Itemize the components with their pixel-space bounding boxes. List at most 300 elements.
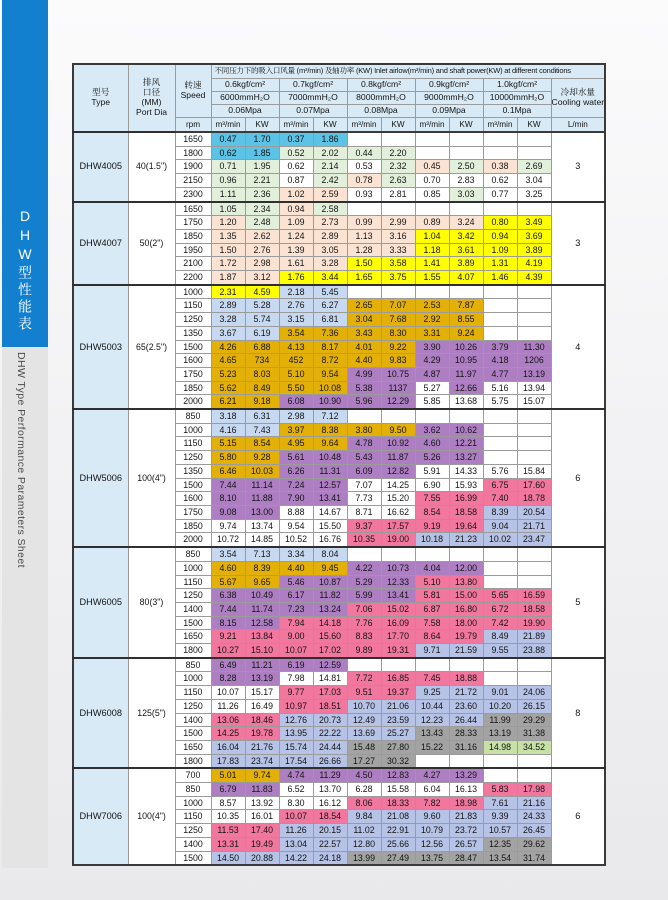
- shaft-power-value-cell: 13.92: [245, 796, 279, 810]
- shaft-power-value-cell: 3.25: [517, 187, 551, 201]
- shaft-power-value-cell: 7.43: [245, 423, 279, 437]
- airflow-value-cell: 8.71: [347, 505, 381, 519]
- airflow-value-cell: [483, 575, 517, 589]
- airflow-value-cell: [415, 202, 449, 216]
- shaft-power-value-cell: 21.23: [449, 533, 483, 547]
- shaft-power-value-cell: [449, 754, 483, 768]
- airflow-value-cell: 4.04: [415, 561, 449, 575]
- airflow-value-cell: 13.75: [415, 851, 449, 865]
- shaft-power-value-cell: 24.06: [517, 686, 551, 700]
- airflow-value-cell: 1.72: [211, 257, 245, 271]
- airflow-value-cell: 4.87: [415, 367, 449, 381]
- airflow-value-cell: 13.06: [211, 713, 245, 727]
- airflow-value-cell: 2.65: [347, 299, 381, 313]
- airflow-value-cell: 1.50: [347, 257, 381, 271]
- airflow-value-cell: 15.22: [415, 740, 449, 754]
- airflow-value-cell: 10.18: [415, 533, 449, 547]
- shaft-power-value-cell: 16.85: [381, 672, 415, 686]
- rpm-cell: 1000: [175, 672, 211, 686]
- airflow-value-cell: 0.62: [483, 174, 517, 188]
- shaft-power-value-cell: 25.66: [381, 837, 415, 851]
- shaft-power-value-cell: 10.73: [381, 561, 415, 575]
- airflow-value-cell: 6.46: [211, 464, 245, 478]
- airflow-value-cell: 3.04: [347, 313, 381, 327]
- airflow-value-cell: 7.44: [211, 602, 245, 616]
- airflow-value-cell: 7.06: [347, 602, 381, 616]
- shaft-power-value-cell: 18.00: [449, 616, 483, 630]
- shaft-power-value-cell: 22.22: [313, 727, 347, 741]
- airflow-value-cell: 6.04: [415, 783, 449, 797]
- shaft-power-value-cell: 18.98: [449, 796, 483, 810]
- shaft-power-value-cell: 5.45: [313, 285, 347, 299]
- port-dia-cell: 100(4"): [128, 768, 175, 865]
- rpm-cell: 1800: [175, 644, 211, 658]
- table-span-title: 不同压力下的吸入口风量 (m³/min) 及轴功率 (KW) Inlet airlow(m³/min) and shaft power(KW) at different conditions: [211, 64, 605, 79]
- shaft-power-value-cell: 5.74: [245, 313, 279, 327]
- col-header-port: [128, 64, 175, 132]
- pressure-mmh2o-label: 10000mmH₂O: [483, 92, 551, 105]
- shaft-power-value-cell: 1.85: [245, 146, 279, 160]
- pressure-kgf-label: 0.8kgf/cm²: [347, 79, 415, 92]
- shaft-power-value-cell: 11.21: [245, 658, 279, 672]
- pressure-mmh2o-label: 7000mmH₂O: [279, 92, 347, 105]
- airflow-value-cell: 7.24: [279, 478, 313, 492]
- airflow-value-cell: 5.01: [211, 768, 245, 782]
- shaft-power-value-cell: 15.58: [381, 783, 415, 797]
- airflow-value-cell: 9.39: [483, 810, 517, 824]
- airflow-value-cell: 0.94: [279, 202, 313, 216]
- cooling-water-cell: 6: [551, 768, 605, 865]
- shaft-power-value-cell: 15.20: [381, 492, 415, 506]
- airflow-value-cell: 7.55: [415, 492, 449, 506]
- shaft-power-value-cell: 23.72: [449, 824, 483, 838]
- shaft-power-value-cell: 9.50: [381, 423, 415, 437]
- airflow-value-cell: 1.24: [279, 229, 313, 243]
- shaft-power-value-cell: 13.41: [313, 492, 347, 506]
- table-row: [73, 658, 605, 672]
- airflow-value-cell: [483, 423, 517, 437]
- airflow-value-cell: 13.54: [483, 851, 517, 865]
- shaft-power-value-cell: 3.05: [313, 243, 347, 257]
- airflow-value-cell: [415, 754, 449, 768]
- rpm-cell: 1250: [175, 313, 211, 327]
- rpm-cell: 1400: [175, 837, 211, 851]
- shaft-power-value-cell: [517, 313, 551, 327]
- airflow-value-cell: 15.74: [279, 740, 313, 754]
- power-unit-label: KW: [313, 118, 347, 133]
- shaft-power-value-cell: 30.32: [381, 754, 415, 768]
- shaft-power-value-cell: [517, 754, 551, 768]
- airflow-value-cell: 7.58: [415, 616, 449, 630]
- airflow-value-cell: 6.90: [415, 478, 449, 492]
- airflow-value-cell: 3.15: [279, 313, 313, 327]
- shaft-power-value-cell: 12.21: [449, 437, 483, 451]
- shaft-power-value-cell: 4.39: [517, 271, 551, 285]
- shaft-power-value-cell: [517, 768, 551, 782]
- shaft-power-value-cell: 12.33: [381, 575, 415, 589]
- airflow-value-cell: 1.87: [211, 271, 245, 285]
- shaft-power-value-cell: 13.84: [245, 630, 279, 644]
- airflow-value-cell: 0.93: [347, 187, 381, 201]
- shaft-power-value-cell: [449, 547, 483, 561]
- airflow-value-cell: 8.06: [347, 796, 381, 810]
- shaft-power-value-cell: 8.17: [313, 340, 347, 354]
- shaft-power-value-cell: 17.60: [517, 478, 551, 492]
- shaft-power-value-cell: 10.92: [381, 437, 415, 451]
- shaft-power-value-cell: 10.75: [381, 367, 415, 381]
- shaft-power-value-cell: 17.57: [381, 519, 415, 533]
- airflow-value-cell: 12.80: [347, 837, 381, 851]
- shaft-power-value-cell: 2.42: [313, 174, 347, 188]
- shaft-power-value-cell: 3.04: [517, 174, 551, 188]
- shaft-power-value-cell: 19.79: [449, 630, 483, 644]
- airflow-value-cell: 1.13: [347, 229, 381, 243]
- shaft-power-value-cell: [381, 547, 415, 561]
- airflow-value-cell: 11.02: [347, 824, 381, 838]
- port-dia-cell: 100(4"): [128, 409, 175, 547]
- shaft-power-value-cell: 3.42: [449, 229, 483, 243]
- rpm-cell: 1400: [175, 602, 211, 616]
- shaft-power-value-cell: 4.59: [245, 285, 279, 299]
- airflow-value-cell: 13.04: [279, 837, 313, 851]
- shaft-power-value-cell: 12.00: [449, 561, 483, 575]
- airflow-value-cell: [483, 547, 517, 561]
- airflow-value-cell: 3.97: [279, 423, 313, 437]
- airflow-value-cell: 5.83: [483, 783, 517, 797]
- airflow-value-cell: 9.84: [347, 810, 381, 824]
- shaft-power-value-cell: 20.15: [313, 824, 347, 838]
- shaft-power-value-cell: 3.12: [245, 271, 279, 285]
- cooling-label-cn: 冷却水量: [560, 87, 596, 98]
- airflow-value-cell: 6.21: [211, 395, 245, 409]
- rpm-cell: 1850: [175, 519, 211, 533]
- shaft-power-value-cell: 16.99: [449, 492, 483, 506]
- shaft-power-value-cell: [517, 451, 551, 465]
- shaft-power-value-cell: 2.20: [381, 146, 415, 160]
- shaft-power-value-cell: [517, 575, 551, 589]
- shaft-power-value-cell: 13.74: [245, 519, 279, 533]
- shaft-power-value-cell: 15.10: [245, 644, 279, 658]
- airflow-value-cell: [483, 451, 517, 465]
- airflow-value-cell: [347, 547, 381, 561]
- shaft-power-value-cell: 5.28: [245, 299, 279, 313]
- port-dia-cell: 50(2"): [128, 202, 175, 285]
- shaft-power-value-cell: 2.21: [245, 174, 279, 188]
- rpm-cell: 1600: [175, 354, 211, 368]
- airflow-value-cell: 8.39: [483, 505, 517, 519]
- cooling-water-cell: 5: [551, 547, 605, 658]
- pressure-mmh2o-label: 6000mmH₂O: [211, 92, 279, 105]
- shaft-power-value-cell: 15.00: [449, 589, 483, 603]
- rpm-cell: 1650: [175, 132, 211, 146]
- shaft-power-value-cell: 2.62: [245, 229, 279, 243]
- shaft-power-value-cell: [381, 132, 415, 146]
- airflow-value-cell: 1.31: [483, 257, 517, 271]
- shaft-power-value-cell: 13.19: [245, 672, 279, 686]
- shaft-power-value-cell: 13.27: [449, 451, 483, 465]
- shaft-power-value-cell: 17.40: [245, 824, 279, 838]
- shaft-power-value-cell: 19.31: [381, 644, 415, 658]
- airflow-value-cell: 6.72: [483, 602, 517, 616]
- airflow-value-cell: 1.35: [211, 229, 245, 243]
- airflow-value-cell: 13.95: [279, 727, 313, 741]
- col-header-speed: [175, 64, 211, 118]
- airflow-value-cell: [347, 132, 381, 146]
- airflow-value-cell: 11.53: [211, 824, 245, 838]
- model-cell: DHW4007: [73, 202, 128, 285]
- rpm-cell: 1000: [175, 561, 211, 575]
- pressure-kgf-label: 0.9kgf/cm²: [415, 79, 483, 92]
- airflow-value-cell: 10.27: [211, 644, 245, 658]
- shaft-power-value-cell: 13.94: [517, 381, 551, 395]
- shaft-power-value-cell: 2.59: [313, 187, 347, 201]
- shaft-power-value-cell: 27.80: [381, 740, 415, 754]
- pressure-mpa-label: 0.08Mpa: [347, 105, 415, 118]
- airflow-value-cell: 6.19: [279, 658, 313, 672]
- shaft-power-value-cell: 26.66: [313, 754, 347, 768]
- shaft-power-value-cell: 1206: [517, 354, 551, 368]
- shaft-power-value-cell: 15.84: [517, 464, 551, 478]
- shaft-power-value-cell: 10.95: [449, 354, 483, 368]
- shaft-power-value-cell: 9.45: [313, 561, 347, 575]
- airflow-value-cell: [415, 146, 449, 160]
- shaft-power-value-cell: [517, 285, 551, 299]
- shaft-power-value-cell: 6.19: [245, 326, 279, 340]
- airflow-value-cell: [483, 285, 517, 299]
- shaft-power-value-cell: 16.80: [449, 602, 483, 616]
- shaft-power-value-cell: 11.82: [313, 589, 347, 603]
- shaft-power-value-cell: 17.03: [313, 686, 347, 700]
- airflow-value-cell: 3.62: [415, 423, 449, 437]
- shaft-power-value-cell: 2.48: [245, 216, 279, 230]
- shaft-power-value-cell: 3.61: [449, 243, 483, 257]
- shaft-power-value-cell: 24.44: [313, 740, 347, 754]
- shaft-power-value-cell: 14.25: [381, 478, 415, 492]
- shaft-power-value-cell: 10.08: [313, 381, 347, 395]
- shaft-power-value-cell: 8.49: [245, 381, 279, 395]
- shaft-power-value-cell: 2.99: [381, 216, 415, 230]
- shaft-power-value-cell: 2.81: [381, 187, 415, 201]
- rpm-unit-label: rpm: [175, 118, 211, 133]
- shaft-power-value-cell: 10.62: [449, 423, 483, 437]
- airflow-value-cell: 12.23: [415, 713, 449, 727]
- shaft-power-value-cell: 18.88: [449, 672, 483, 686]
- rpm-cell: 1150: [175, 575, 211, 589]
- airflow-value-cell: 0.47: [211, 132, 245, 146]
- airflow-value-cell: 5.80: [211, 451, 245, 465]
- rpm-cell: 1500: [175, 478, 211, 492]
- airflow-value-cell: 5.50: [279, 381, 313, 395]
- shaft-power-value-cell: 21.08: [381, 810, 415, 824]
- shaft-power-value-cell: 1137: [381, 381, 415, 395]
- airflow-value-cell: 7.94: [279, 616, 313, 630]
- shaft-power-value-cell: 3.44: [313, 271, 347, 285]
- airflow-value-cell: [483, 202, 517, 216]
- shaft-power-value-cell: 3.03: [449, 187, 483, 201]
- airflow-value-cell: 7.82: [415, 796, 449, 810]
- shaft-power-value-cell: [381, 285, 415, 299]
- airflow-value-cell: [483, 132, 517, 146]
- shaft-power-value-cell: 21.59: [449, 644, 483, 658]
- shaft-power-value-cell: 11.88: [245, 492, 279, 506]
- model-cell: DHW6005: [73, 547, 128, 658]
- table-row: [73, 285, 605, 299]
- shaft-power-value-cell: 7.07: [381, 299, 415, 313]
- airflow-value-cell: [483, 409, 517, 423]
- airflow-value-cell: 5.85: [415, 395, 449, 409]
- table-row: [73, 409, 605, 423]
- rpm-cell: 1500: [175, 851, 211, 865]
- shaft-power-value-cell: 26.57: [449, 837, 483, 851]
- airflow-value-cell: [347, 409, 381, 423]
- cooling-water-cell: 8: [551, 658, 605, 769]
- airflow-value-cell: 6.08: [279, 395, 313, 409]
- shaft-power-value-cell: 31.74: [517, 851, 551, 865]
- power-unit-label: KW: [517, 118, 551, 133]
- airflow-value-cell: 17.83: [211, 754, 245, 768]
- airflow-value-cell: 9.01: [483, 686, 517, 700]
- shaft-power-value-cell: 14.85: [245, 533, 279, 547]
- airflow-value-cell: 5.16: [483, 381, 517, 395]
- shaft-power-value-cell: 2.76: [245, 243, 279, 257]
- airflow-value-cell: 1.20: [211, 216, 245, 230]
- shaft-power-value-cell: 15.93: [449, 478, 483, 492]
- shaft-power-value-cell: 9.74: [245, 768, 279, 782]
- airflow-value-cell: [483, 561, 517, 575]
- flow-unit-label: m³/min: [279, 118, 313, 133]
- airflow-value-cell: 0.37: [279, 132, 313, 146]
- airflow-value-cell: 5.29: [347, 575, 381, 589]
- shaft-power-value-cell: 31.38: [517, 727, 551, 741]
- shaft-power-value-cell: 15.50: [313, 519, 347, 533]
- rpm-cell: 1350: [175, 464, 211, 478]
- airflow-value-cell: 12.76: [279, 713, 313, 727]
- shaft-power-value-cell: 9.22: [381, 340, 415, 354]
- shaft-power-value-cell: 23.59: [381, 713, 415, 727]
- shaft-power-value-cell: 26.15: [517, 699, 551, 713]
- airflow-value-cell: 1.28: [347, 243, 381, 257]
- airflow-value-cell: 4.60: [415, 437, 449, 451]
- airflow-value-cell: [415, 132, 449, 146]
- airflow-value-cell: 3.31: [415, 326, 449, 340]
- shaft-power-value-cell: 17.02: [313, 644, 347, 658]
- rpm-cell: 1800: [175, 146, 211, 160]
- airflow-value-cell: 17.54: [279, 754, 313, 768]
- col-header-cooling: [551, 79, 605, 118]
- shaft-power-value-cell: 20.73: [313, 713, 347, 727]
- shaft-power-value-cell: 17.98: [517, 783, 551, 797]
- airflow-value-cell: 0.87: [279, 174, 313, 188]
- shaft-power-value-cell: 18.58: [517, 602, 551, 616]
- airflow-value-cell: 6.52: [279, 783, 313, 797]
- shaft-power-value-cell: 18.46: [245, 713, 279, 727]
- rpm-cell: 850: [175, 409, 211, 423]
- model-cell: DHW5006: [73, 409, 128, 547]
- shaft-power-value-cell: 20.88: [245, 851, 279, 865]
- shaft-power-value-cell: 2.36: [245, 187, 279, 201]
- airflow-value-cell: 11.26: [211, 699, 245, 713]
- shaft-power-value-cell: 3.24: [449, 216, 483, 230]
- shaft-power-value-cell: 3.33: [381, 243, 415, 257]
- airflow-value-cell: 10.07: [279, 644, 313, 658]
- shaft-power-value-cell: 15.60: [313, 630, 347, 644]
- shaft-power-value-cell: 10.90: [313, 395, 347, 409]
- shaft-power-value-cell: [517, 299, 551, 313]
- airflow-value-cell: 6.79: [211, 783, 245, 797]
- airflow-value-cell: [415, 285, 449, 299]
- airflow-value-cell: 1.65: [347, 271, 381, 285]
- airflow-value-cell: 6.09: [347, 464, 381, 478]
- shaft-power-value-cell: 12.29: [381, 395, 415, 409]
- shaft-power-value-cell: 29.29: [517, 713, 551, 727]
- airflow-value-cell: 10.02: [483, 533, 517, 547]
- airflow-value-cell: 4.78: [347, 437, 381, 451]
- pressure-kgf-label: 0.6kgf/cm²: [211, 79, 279, 92]
- shaft-power-value-cell: 11.97: [449, 367, 483, 381]
- shaft-power-value-cell: 2.69: [517, 160, 551, 174]
- shaft-power-value-cell: 24.18: [313, 851, 347, 865]
- airflow-value-cell: 8.30: [279, 796, 313, 810]
- airflow-value-cell: 1.55: [415, 271, 449, 285]
- airflow-value-cell: 3.54: [211, 547, 245, 561]
- airflow-value-cell: 5.91: [415, 464, 449, 478]
- airflow-value-cell: 6.49: [211, 658, 245, 672]
- rpm-cell: 1350: [175, 326, 211, 340]
- port-label-line: Port Dia: [135, 106, 168, 117]
- rpm-cell: 1400: [175, 713, 211, 727]
- shaft-power-value-cell: 2.02: [313, 146, 347, 160]
- airflow-value-cell: 0.96: [211, 174, 245, 188]
- shaft-power-value-cell: 21.76: [245, 740, 279, 754]
- shaft-power-value-cell: 26.44: [449, 713, 483, 727]
- airflow-value-cell: 7.90: [279, 492, 313, 506]
- header-row-title: [73, 64, 605, 79]
- shaft-power-value-cell: 11.31: [313, 464, 347, 478]
- shaft-power-value-cell: 19.37: [381, 686, 415, 700]
- power-unit-label: KW: [245, 118, 279, 133]
- shaft-power-value-cell: 34.52: [517, 740, 551, 754]
- airflow-value-cell: 10.35: [211, 810, 245, 824]
- shaft-power-value-cell: 7.13: [245, 547, 279, 561]
- airflow-value-cell: 5.99: [347, 589, 381, 603]
- shaft-power-value-cell: 2.83: [449, 174, 483, 188]
- shaft-power-value-cell: 10.49: [245, 589, 279, 603]
- shaft-power-value-cell: 16.76: [313, 533, 347, 547]
- shaft-power-value-cell: 13.29: [449, 768, 483, 782]
- airflow-value-cell: 7.42: [483, 616, 517, 630]
- rpm-cell: 700: [175, 768, 211, 782]
- airflow-value-cell: 3.80: [347, 423, 381, 437]
- shaft-power-value-cell: 23.60: [449, 699, 483, 713]
- shaft-power-value-cell: 23.88: [517, 644, 551, 658]
- airflow-value-cell: 9.74: [211, 519, 245, 533]
- shaft-power-value-cell: 13.80: [449, 575, 483, 589]
- shaft-power-value-cell: 7.12: [313, 409, 347, 423]
- airflow-value-cell: 1.18: [415, 243, 449, 257]
- airflow-value-cell: 10.57: [483, 824, 517, 838]
- rpm-cell: 2200: [175, 271, 211, 285]
- pressure-mmh2o-label: 9000mmH₂O: [415, 92, 483, 105]
- airflow-value-cell: 1.50: [211, 243, 245, 257]
- shaft-power-value-cell: 13.00: [245, 505, 279, 519]
- shaft-power-value-cell: 16.59: [517, 589, 551, 603]
- shaft-power-value-cell: 3.16: [381, 229, 415, 243]
- rpm-cell: 1750: [175, 216, 211, 230]
- shaft-power-value-cell: 8.04: [313, 547, 347, 561]
- cooling-label-en: Cooling water: [551, 97, 605, 107]
- sidebar-title-en: DHW Type Performance Parameters Sheet: [15, 352, 27, 568]
- airflow-value-cell: 6.26: [279, 464, 313, 478]
